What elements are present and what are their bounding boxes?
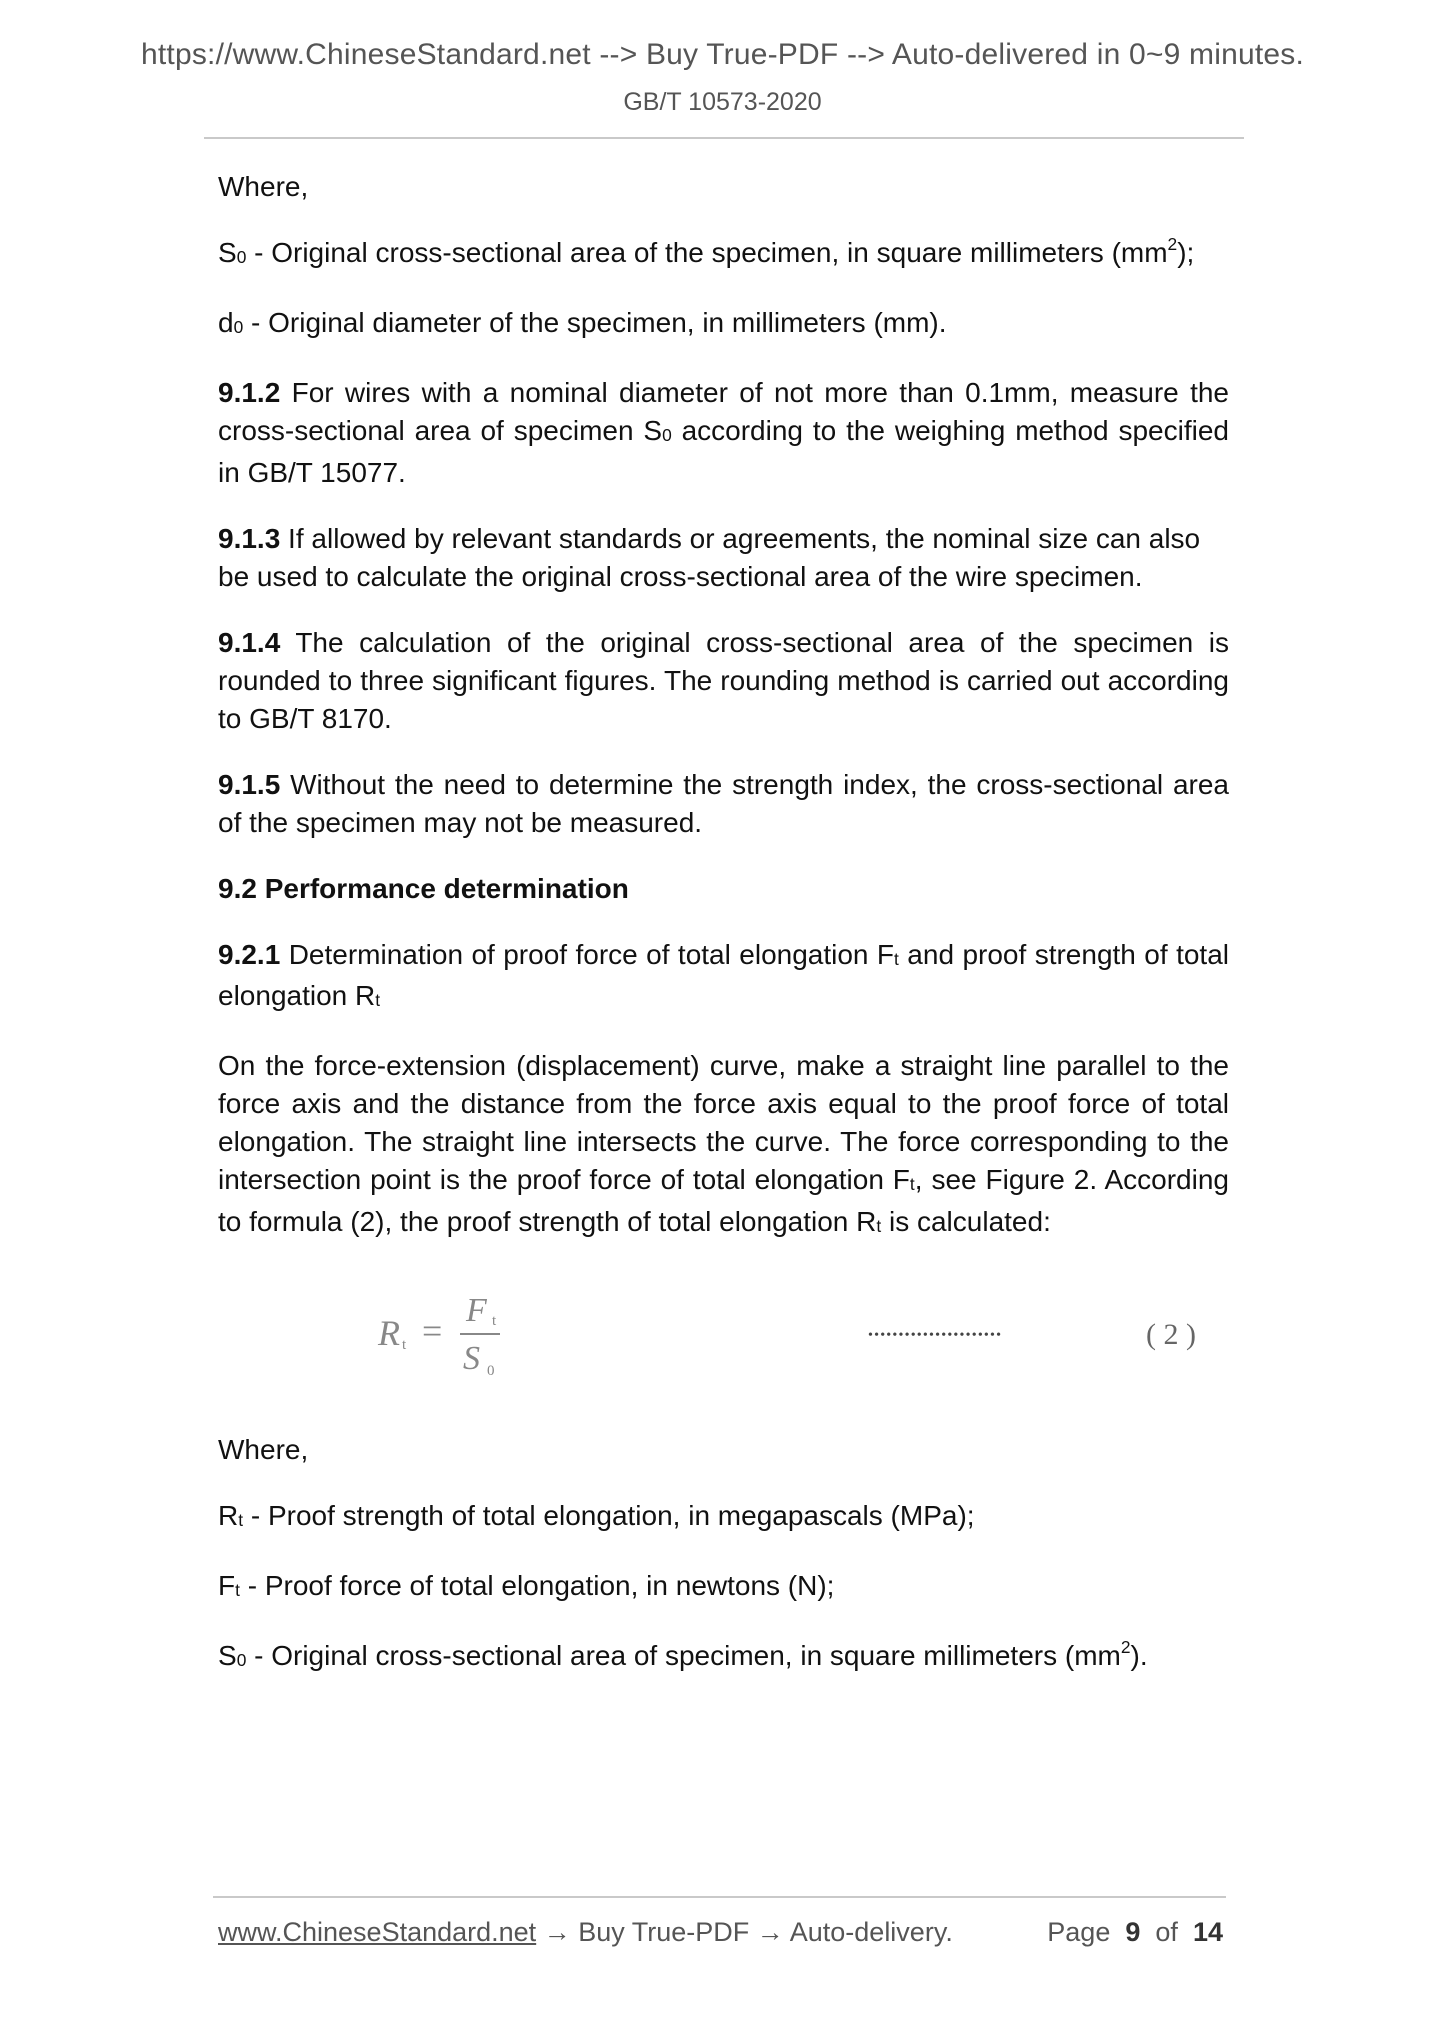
- clause-number: 9.1.3: [218, 522, 281, 554]
- footer-promo: [218, 1917, 953, 1948]
- formula-2: [218, 1273, 1229, 1391]
- clause-9-1-2: 9.1.2 For wires with a nominal diameter of not more than 0.1mm, measure the cross-sectional area of specimen $S_0$ according to the weighing method specified in GB/T 15077.: [218, 376, 1229, 488]
- formula-denominator: S: [463, 1340, 480, 1378]
- formula-numerator: F: [466, 1292, 487, 1330]
- header-banner: https://www.ChineseStandard.net --> Buy True-PDF --> Auto-delivered in 0~9 minutes.: [141, 38, 1304, 71]
- definition-s0-b: $S_0$ - Original cross-sectional area of specimen, in square millimeters $(mm^2)$.: [218, 1636, 1148, 1671]
- current-page: 9: [1125, 1917, 1141, 1947]
- page-indicator: Page 9 of 14: [1047, 1917, 1223, 1947]
- header-divider: [204, 137, 1244, 139]
- footer-divider: [213, 1896, 1226, 1898]
- where-label: Where,: [218, 171, 309, 202]
- clause-9-2-1: 9.2.1 Determination of proof force of total elongation $F_t$ and proof strength of total elongation $R_t$: [218, 938, 1230, 1012]
- formula-lhs: R: [378, 1313, 400, 1354]
- clause-number: 9.1.2: [218, 376, 281, 408]
- formula-equals: =: [422, 1311, 443, 1352]
- clause-number: 9.1.4: [218, 626, 281, 658]
- definition-s0: $S_0$ - Original cross-sectional area of the specimen, in square millimeters $(mm^2)$;: [218, 233, 1195, 268]
- curve-paragraph: On the force-extension (displacement) curve, make a straight line parallel to the force axis and the distance from the force axis equal to the proof force of total elongation. The straight line intersects the curve. The force corresponding to the intersection point is the proof force of total elongation $F_t$, see Figure 2. According to formula (2), the proof strength of total elongation $R_t$ is calculated:: [218, 1050, 1229, 1238]
- standard-code: GB/T 10573-2020: [623, 88, 822, 116]
- definition-d0: $d_0$ - Original diameter of the specimen, in millimeters (mm).: [218, 306, 947, 338]
- formula-denominator-sub: 0: [487, 1363, 495, 1380]
- formula-lhs-sub: t: [402, 1337, 407, 1354]
- definition-rt: $R_t$ - Proof strength of total elongation, in megapascals (MPa);: [218, 1500, 975, 1532]
- formula-leader: ••••••••••••••••••••••: [868, 1328, 1003, 1344]
- footer-tagline: → Buy True-PDF → Auto-delivery.: [536, 1917, 953, 1947]
- clause-number: 9.2.1: [218, 938, 281, 970]
- where-label-2: Where,: [218, 1434, 309, 1466]
- definition-ft: $F_t$ - Proof force of total elongation, in newtons (N);: [218, 1569, 835, 1601]
- formula-svg: [218, 1273, 1229, 1391]
- total-pages: 14: [1192, 1917, 1223, 1947]
- equation-number: ( 2 ): [1146, 1318, 1196, 1352]
- footer-site-link[interactable]: www.ChineseStandard.net: [218, 1917, 537, 1947]
- clause-number: 9.1.5: [218, 768, 281, 800]
- clause-9-1-3: 9.1.3 If allowed by relevant standards or agreements, the nominal size can also be used to calculate the original cross-sectional area of the wire specimen.: [218, 522, 1201, 592]
- clause-9-1-5: 9.1.5 Without the need to determine the strength index, the cross-sectional area of the specimen may not be measured.: [218, 768, 1229, 838]
- clause-9-1-4: 9.1.4 The calculation of the original cross-sectional area of the specimen is rounded to three significant figures. The rounding method is carried out according to GB/T 8170.: [218, 626, 1229, 734]
- section-heading-9-2: 9.2 Performance determination: [218, 872, 629, 904]
- formula-numerator-sub: t: [492, 1313, 497, 1330]
- document-body: [218, 168, 1229, 1707]
